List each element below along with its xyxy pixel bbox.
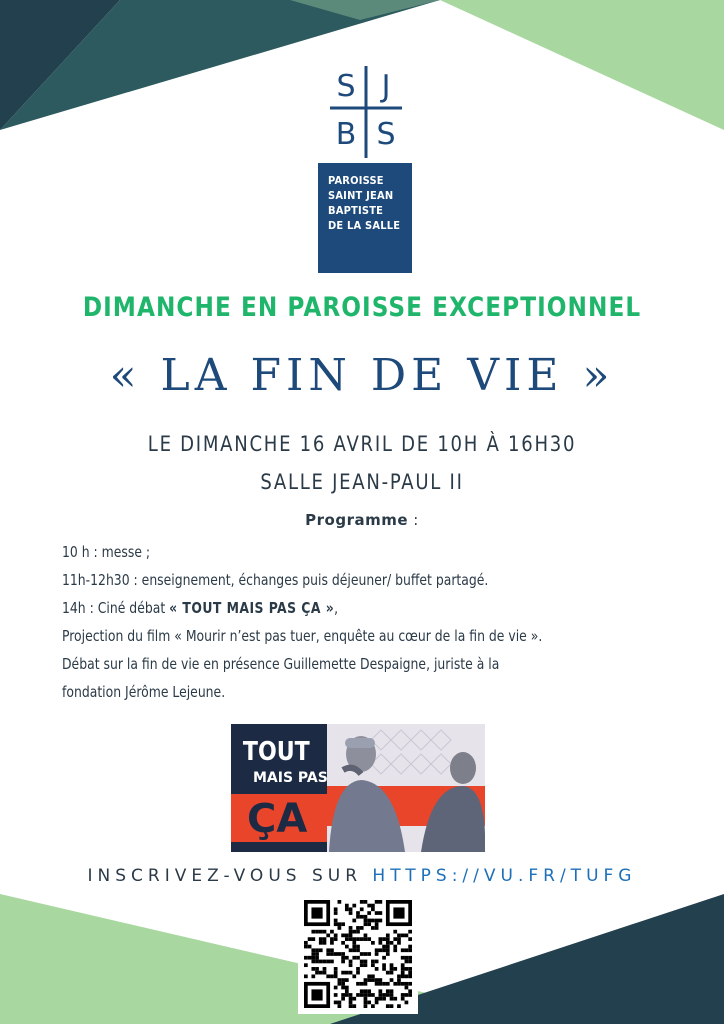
parish-name-box — [318, 163, 412, 273]
qr-code[interactable] — [298, 894, 418, 1014]
parish-name-line: BAPTISTE — [328, 204, 384, 217]
event-place: SALLE JEAN-PAUL II — [260, 470, 464, 494]
logo-letter-b: B — [335, 117, 357, 152]
programme-line — [62, 594, 651, 622]
programme-line: 11h-12h30 : enseignement, échanges puis déjeuner/ buffet partagé. — [62, 571, 489, 589]
parish-monogram-logo — [326, 64, 406, 160]
event-date: LE DIMANCHE 16 AVRIL DE 10H À 16H30 — [147, 432, 577, 456]
signup-line — [0, 866, 724, 886]
logo-letter-s2: S — [376, 117, 396, 152]
programme-list — [62, 538, 651, 706]
poster-word-tout: TOUT — [242, 736, 310, 767]
parish-name-line: DE LA SALLE — [328, 219, 401, 232]
poster-word-ca: ÇA — [247, 796, 308, 842]
event-headline: DIMANCHE EN PAROISSE EXCEPTIONNEL — [82, 292, 642, 323]
programme-line: fondation Jérôme Lejeune. — [62, 683, 226, 701]
logo-letter-s1: S — [336, 69, 356, 104]
programme-line: Débat sur la fin de vie en présence Guillemette Despaigne, juriste à la — [62, 655, 500, 673]
signup-url-link[interactable]: HTTPS://VU.FR/TUFG — [372, 866, 637, 886]
programme-label: Programme — [305, 511, 409, 529]
poster-word-mais-pas: MAIS PAS — [253, 770, 328, 786]
event-title: « LA FIN DE VIE » — [109, 350, 615, 401]
signup-prefix: INSCRIVEZ-VOUS SUR — [87, 866, 373, 886]
parish-name-line: PAROISSE — [328, 174, 384, 187]
programme-heading — [0, 511, 724, 529]
parish-name-line: SAINT JEAN — [328, 189, 394, 202]
programme-line-prefix: 14h : Ciné débat — [62, 599, 170, 617]
programme-colon: : — [408, 511, 419, 529]
programme-line: 10 h : messe ; — [62, 543, 151, 561]
movie-poster-image — [231, 724, 485, 852]
logo-letter-j: J — [381, 69, 391, 104]
film-title: « TOUT MAIS PAS ÇA » — [169, 599, 335, 617]
programme-line-suffix: , — [334, 599, 339, 617]
programme-line: Projection du film « Mourir n’est pas tuer, enquête au cœur de la fin de vie ». — [62, 627, 543, 645]
